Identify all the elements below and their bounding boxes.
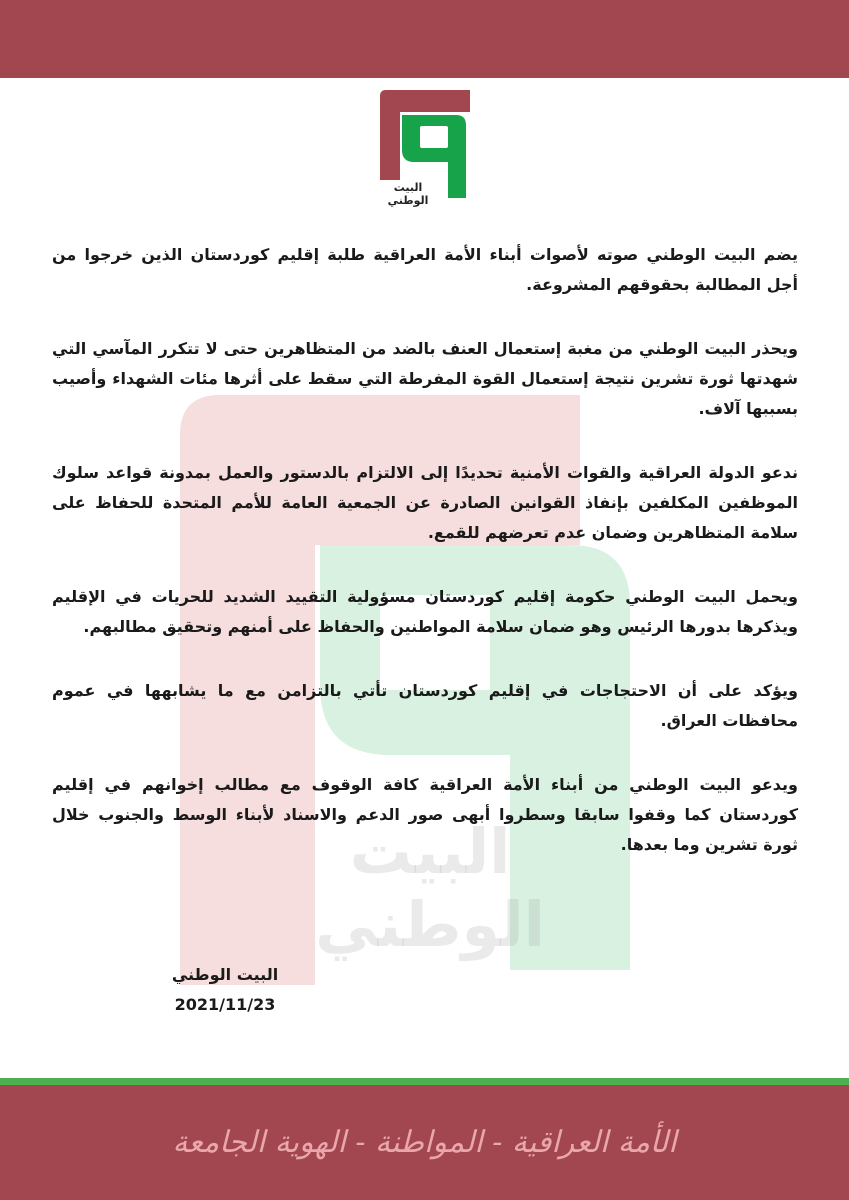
footer-green-rule bbox=[0, 1078, 849, 1085]
header-band bbox=[0, 0, 849, 78]
paragraph: ندعو الدولة العراقية والقوات الأمنية تحديدًا إلى الالتزام بالدستور والعمل بمدونة قواعد سلوك الموظفين المكلفين بإنفاذ القوانين الصادرة عن الجمعية العامة للأمم المتحدة للحفاظ على سلامة المتظاهرين وضمان عدم تعرضهم للقمع. bbox=[52, 463, 798, 542]
paragraph: ويؤكد على أن الاحتجاجات في إقليم كوردستان تأتي بالتزامن مع ما يشابهها في عموم محافظات العراق. bbox=[52, 681, 798, 730]
paragraph: يضم البيت الوطني صوته لأصوات أبناء الأمة العراقية طلبة إقليم كوردستان الذين خرجوا من أجل المطالبة بحقوقهم المشروعة. bbox=[52, 245, 798, 294]
signature-name: البيت الوطني bbox=[171, 965, 279, 984]
paragraph: ويدعو البيت الوطني من أبناء الأمة العراقية كافة الوقوف مع مطالب إخوانهم في إقليم كوردستان كما وقفوا سابقا وسطروا أبهى صور الدعم والاسناد لأبناء الوسط والجنوب خلال ثورة تشرين وما بعدها. bbox=[52, 775, 798, 854]
watermark-text: البيت الوطني bbox=[315, 815, 545, 961]
footer-slogan: الأمة العراقية - المواطنة - الهوية الجامعة bbox=[172, 1125, 677, 1160]
signature-block bbox=[150, 960, 300, 1020]
signature-date: 2021/11/23 bbox=[174, 995, 276, 1014]
paragraph: ويحمل البيت الوطني حكومة إقليم كوردستان مسؤولية التقييد الشديد للحريات في الإقليم ويذكرها بدورها الرئيس وهو ضمان سلامة المواطنين والحفاظ على أمنهم وتحقيق مطالبهم. bbox=[52, 587, 798, 636]
logo-text: البيت الوطني bbox=[387, 181, 429, 207]
statement-body bbox=[52, 240, 798, 894]
paragraph: ويحذر البيت الوطني من مغبة إستعمال العنف بالضد من المتظاهرين حتى لا تتكرر المآسي التي شهدتها ثورة تشرين نتيجة إستعمال القوة المفرطة التي سقط على أثرها مئات الشهداء وأصيب بسببها آلاف. bbox=[52, 339, 798, 418]
